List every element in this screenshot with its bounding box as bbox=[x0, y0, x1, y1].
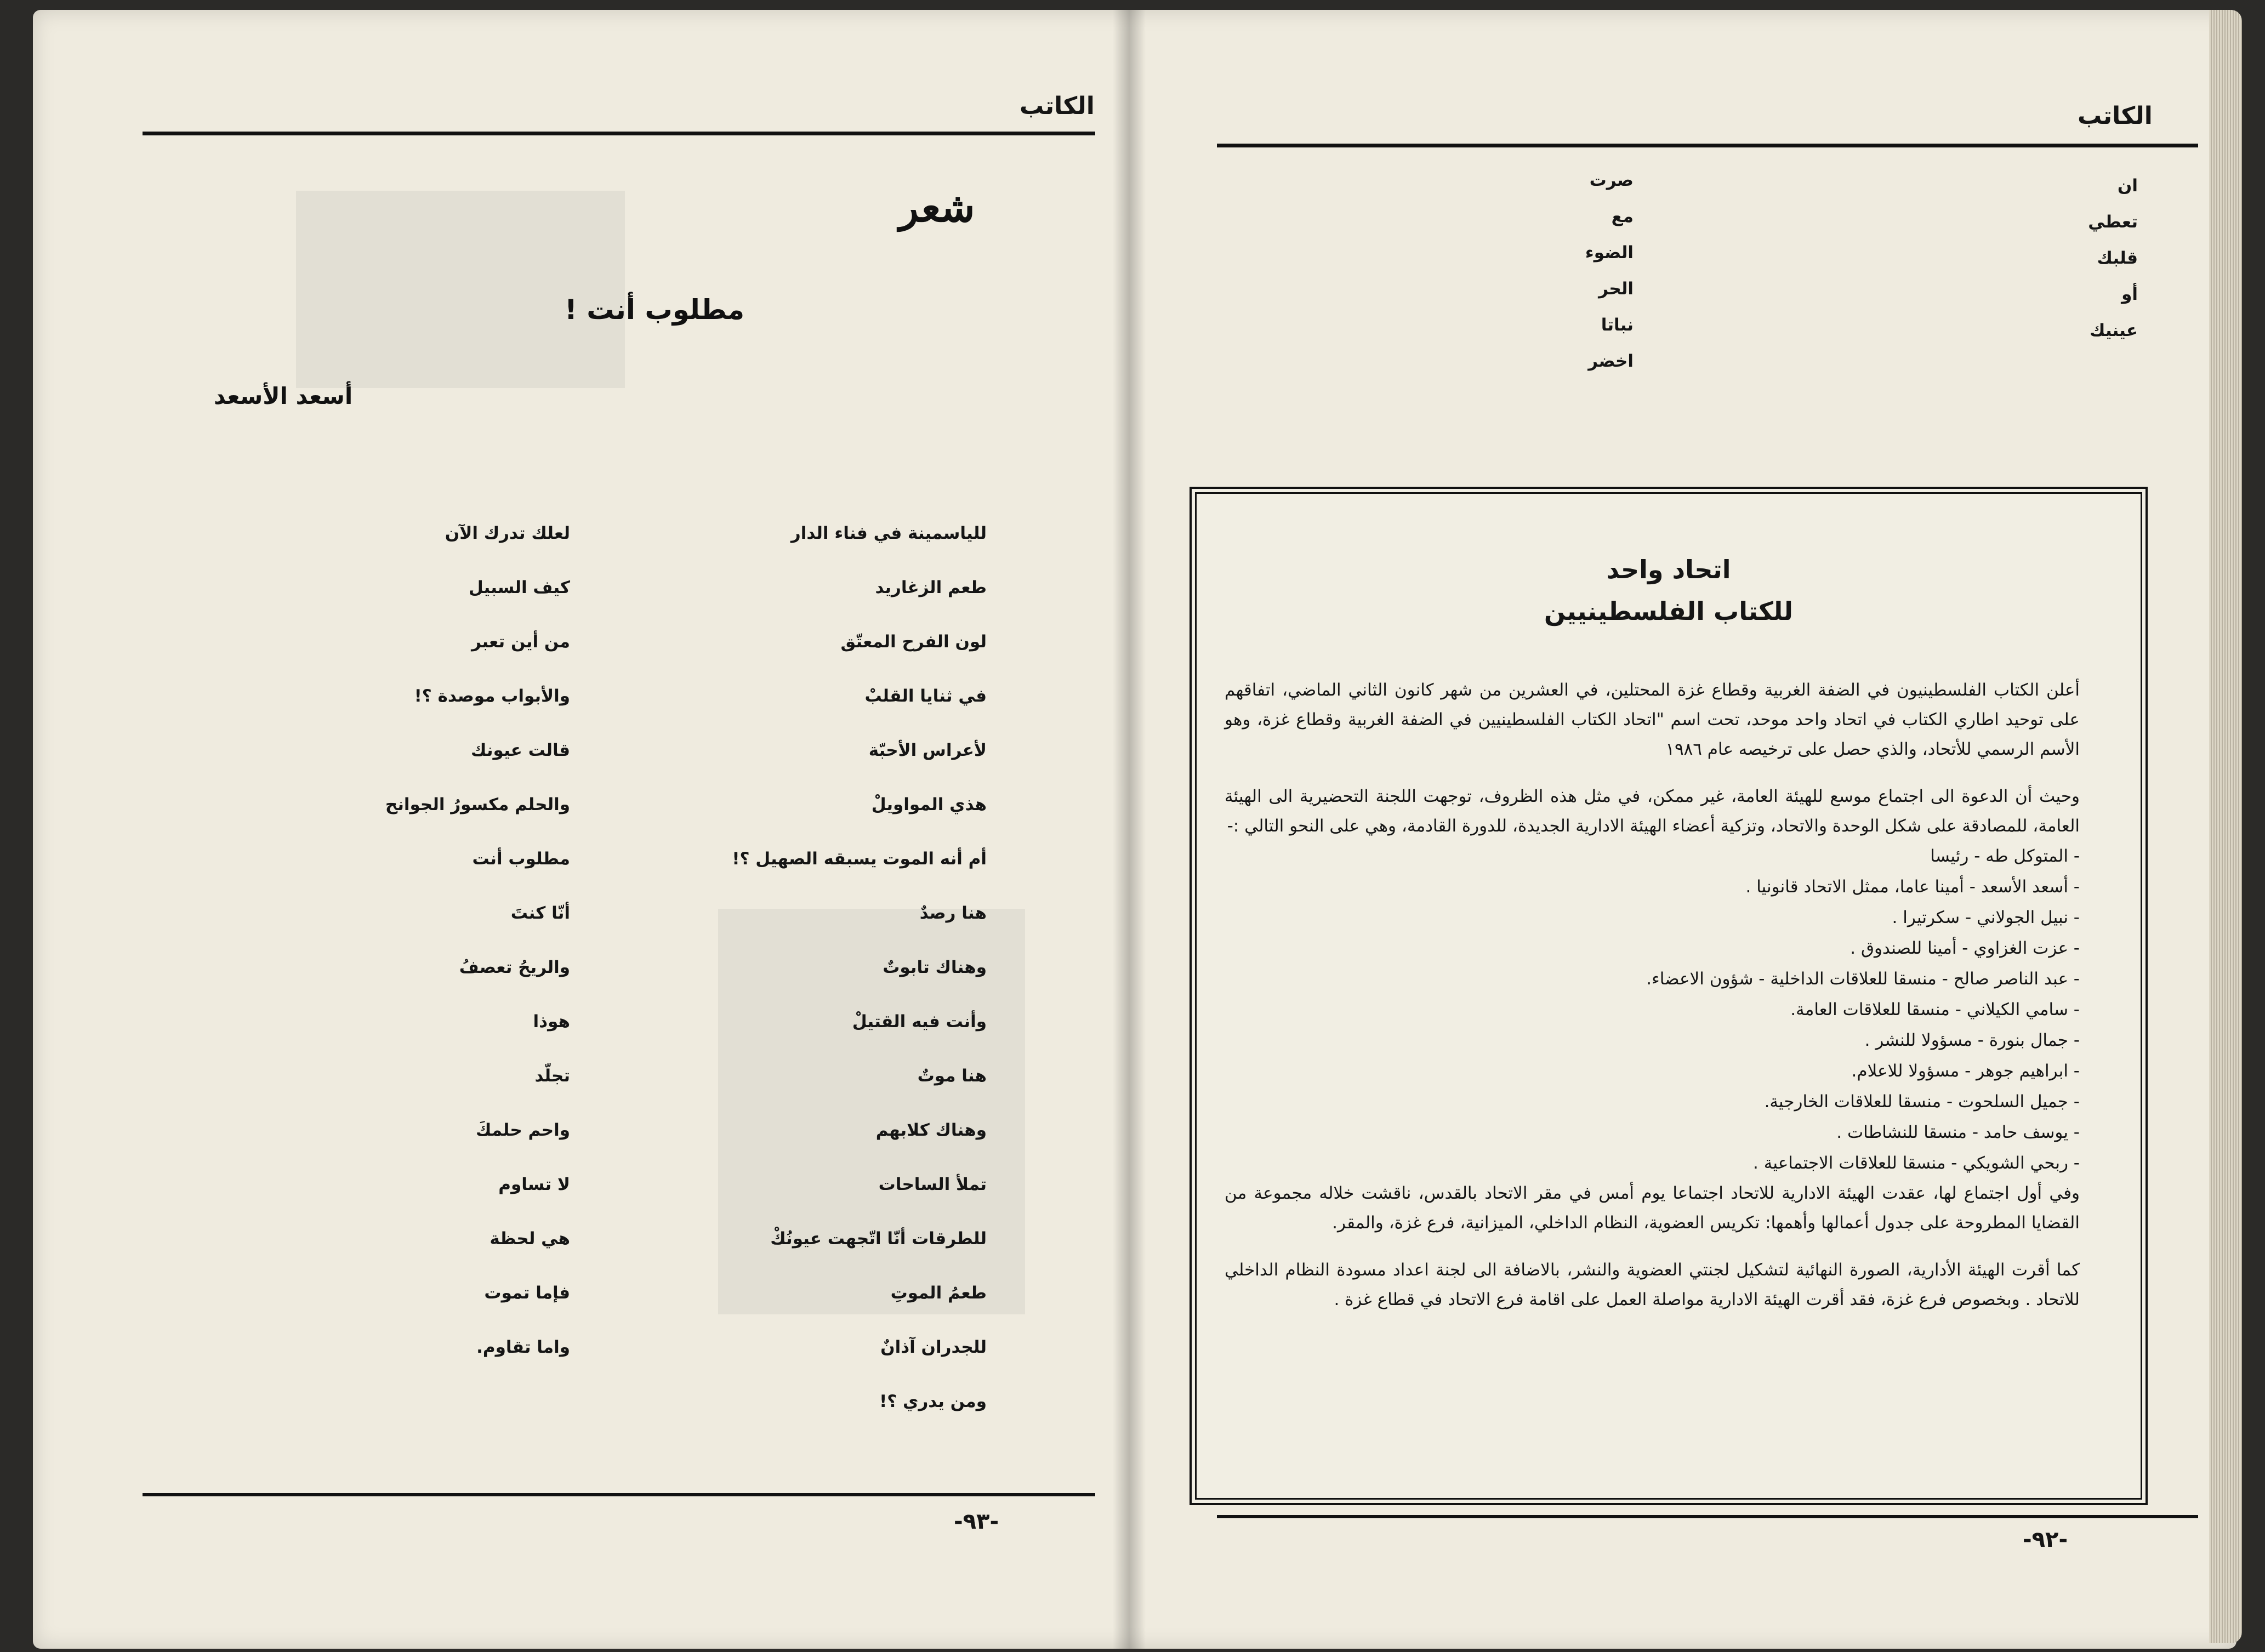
right-page bbox=[1168, 10, 2236, 1649]
poem-line: هنا رصدٌ bbox=[919, 903, 987, 923]
poem-line: طعمُ الموتِ bbox=[890, 1283, 987, 1303]
poem-line: هذي المواويلْ bbox=[871, 795, 987, 814]
announcement-body bbox=[1225, 675, 2080, 1314]
poem-line: مع bbox=[1611, 207, 1634, 226]
poem-line: وأنت فيه القتيلْ bbox=[852, 1012, 987, 1032]
poem-line: أم أنه الموت يسبقه الصهيل ؟! bbox=[732, 849, 987, 869]
list-item: - ربحي الشويكي - منسقا للعلاقات الاجتماعية . bbox=[1753, 1153, 2080, 1173]
poem-line: لأعراس الأحبّة bbox=[868, 740, 987, 760]
poem-line: قالت عيونك bbox=[471, 740, 570, 760]
list-item: - سامي الكيلاني - منسقا للعلاقات العامة. bbox=[1790, 1000, 2080, 1019]
list-item: - أسعد الأسعد - أمينا عاما، ممثل الاتحاد قانونيا . bbox=[1745, 877, 2080, 897]
header-rule bbox=[1217, 144, 2198, 147]
poem-line: من أين تعبر bbox=[471, 632, 570, 652]
poem-line: ان bbox=[2117, 176, 2138, 196]
poem-line: هنا موتٌ bbox=[917, 1066, 987, 1086]
poem-line: تعطي bbox=[2088, 212, 2138, 232]
announcement-title-line1: اتحاد واحد bbox=[1606, 555, 1731, 584]
list-item: - جميل السلحوت - منسقا للعلاقات الخارجية. bbox=[1764, 1092, 2080, 1112]
poem-line: وهناك تابوتٌ bbox=[883, 958, 987, 977]
list-item: - نبيل الجولاني - سكرتيرا . bbox=[1892, 908, 2080, 927]
poem-line: تملأ الساحات bbox=[878, 1175, 987, 1194]
running-head: الكاتب bbox=[1020, 92, 1095, 120]
poem-line: للياسمينة في فناء الدار bbox=[790, 523, 987, 543]
poem-line: للجدران آذانٌ bbox=[880, 1337, 987, 1357]
poem-line: والحلم مكسورُ الجوانح bbox=[385, 795, 570, 814]
announcement-paragraph-4: كما أقرت الهيئة الأدارية، الصورة النهائية لتشكيل لجنتي العضوية والنشر، بالاضافة الى لجنة اعداد مسودة النظام الداخلي للاتحاد . وبخصوص فرع غزة، فقد أقرت الهيئة الادارية مواصلة العمل على اقامة فرع الاتحاد في قطاع غزة . bbox=[1225, 1260, 2080, 1309]
list-item: - عزت الغزاوي - أمينا للصندوق . bbox=[1850, 938, 2080, 958]
poem-line: الضوء bbox=[1585, 243, 1634, 263]
poem-line: في ثنايا القلبْ bbox=[864, 686, 987, 706]
list-item: - يوسف حامد - منسقا للنشاطات . bbox=[1836, 1123, 2080, 1142]
poem-column-right bbox=[625, 506, 987, 1429]
poem-line: تجلّد bbox=[534, 1066, 570, 1086]
running-head: الكاتب bbox=[2078, 102, 2153, 130]
list-item: - جمال بنورة - مسؤولا للنشر . bbox=[1864, 1030, 2080, 1050]
poem-line: مطلوب أنت bbox=[472, 849, 570, 869]
poem-line: فإما تموت bbox=[484, 1283, 570, 1303]
poem-line: واحم حلمكَ bbox=[476, 1120, 570, 1140]
poem-line: لعلك تدرك الآن bbox=[445, 523, 570, 543]
poem-fragment-right bbox=[2001, 168, 2138, 349]
header-rule bbox=[143, 132, 1095, 135]
poem-line: أو bbox=[2121, 284, 2138, 304]
poem-line: اخضر bbox=[1588, 351, 1634, 371]
poem-line: والأبواب موصدة ؟! bbox=[414, 686, 570, 706]
poem-line: هي لحظة bbox=[490, 1229, 570, 1249]
poem-line: عينيك bbox=[2089, 321, 2138, 340]
list-item: - عبد الناصر صالح - منسقا للعلاقات الداخلية - شؤون الاعضاء. bbox=[1646, 969, 2080, 989]
announcement-paragraph-2: وحيث أن الدعوة الى اجتماع موسع للهيئة العامة، غير ممكن، في مثل هذه الظروف، توجهت اللجنة التحضيرية الى الهيئة العامة، للمصادقة على شكل الوحدة والاتحاد، وتزكية أعضاء الهيئة الادارية الجديدة، للدورة القادمة، وهي على النحو التالي :- bbox=[1225, 787, 2080, 836]
poem-line: واما تقاوم. bbox=[476, 1337, 570, 1357]
poem-author: أسعد الأسعد bbox=[214, 383, 353, 409]
announcement-title-line2: للكتاب الفلسطينيين bbox=[1544, 596, 1794, 626]
announcement-box bbox=[1190, 487, 2148, 1505]
list-item: - المتوكل طه - رئيسا bbox=[1930, 846, 2080, 866]
poem-title: مطلوب أنت ! bbox=[565, 294, 745, 326]
page-number: -٩٢- bbox=[2023, 1527, 2068, 1552]
announcement-paragraph-3: وفي أول اجتماع لها، عقدت الهيئة الادارية للاتحاد اجتماعا يوم أمس في مقر الاتحاد بالقدس، ناقشت خلاله مجموعة من القضايا المطروحة على جدول أعمالها وأهمها: تكريس العضوية، النظام الداخلي، الميزانية، فرع غزة، والمقر. bbox=[1225, 1183, 2080, 1233]
poem-line: وهناك كلابهم bbox=[875, 1120, 987, 1140]
page-edges bbox=[2209, 10, 2242, 1643]
section-title: شعر bbox=[899, 184, 975, 231]
poem-line: كيف السبيل bbox=[468, 578, 570, 597]
list-item: - ابراهيم جوهر - مسؤولا للاعلام. bbox=[1851, 1061, 2080, 1081]
poem-line: ومن يدري ؟! bbox=[879, 1392, 987, 1411]
page-number: -٩٣- bbox=[954, 1509, 999, 1534]
poem-line: للطرقات أنّا اتّجهت عيونُكْ bbox=[770, 1229, 987, 1249]
book-gutter bbox=[1113, 10, 1146, 1649]
poem-line: لا تساوم bbox=[498, 1175, 570, 1194]
poem-line: نباتا bbox=[1601, 315, 1634, 335]
poem-line: هوذا bbox=[533, 1012, 570, 1032]
board-members-list bbox=[1225, 841, 2080, 1178]
poem-line: صرت bbox=[1589, 170, 1634, 190]
poem-line: والريحُ تعصفُ bbox=[459, 958, 570, 977]
footer-rule bbox=[143, 1493, 1095, 1496]
poem-line: قلبك bbox=[2097, 248, 2138, 268]
announcement-paragraph-1: أعلن الكتاب الفلسطينيون في الضفة الغربية وقطاع غزة المحتلين، في العشرين من شهر كانون الثاني الماضي، اتفاقهم على توحيد اطاري الكتاب في اتحاد واحد موحد، تحت اسم "اتحاد الكتاب الفلسطينيين في الضفة الغربية وقطاع غزة، وهو الأسم الرسمي للأتحاد، والذي حصل على ترخيصه عام ١٩٨٦ bbox=[1225, 680, 2080, 759]
poem-line: لون الفرح المعتّق bbox=[840, 632, 987, 652]
poem-line: أنّا كنتَ bbox=[510, 903, 570, 923]
bleed-through-image-top bbox=[296, 191, 625, 388]
poem-column-left bbox=[274, 506, 570, 1375]
poem-fragment-left bbox=[1496, 162, 1634, 379]
poem-line: الحر bbox=[1598, 279, 1634, 299]
left-page bbox=[33, 10, 1124, 1649]
poem-line: طعم الزغاريد bbox=[875, 578, 987, 597]
footer-rule bbox=[1217, 1515, 2198, 1518]
